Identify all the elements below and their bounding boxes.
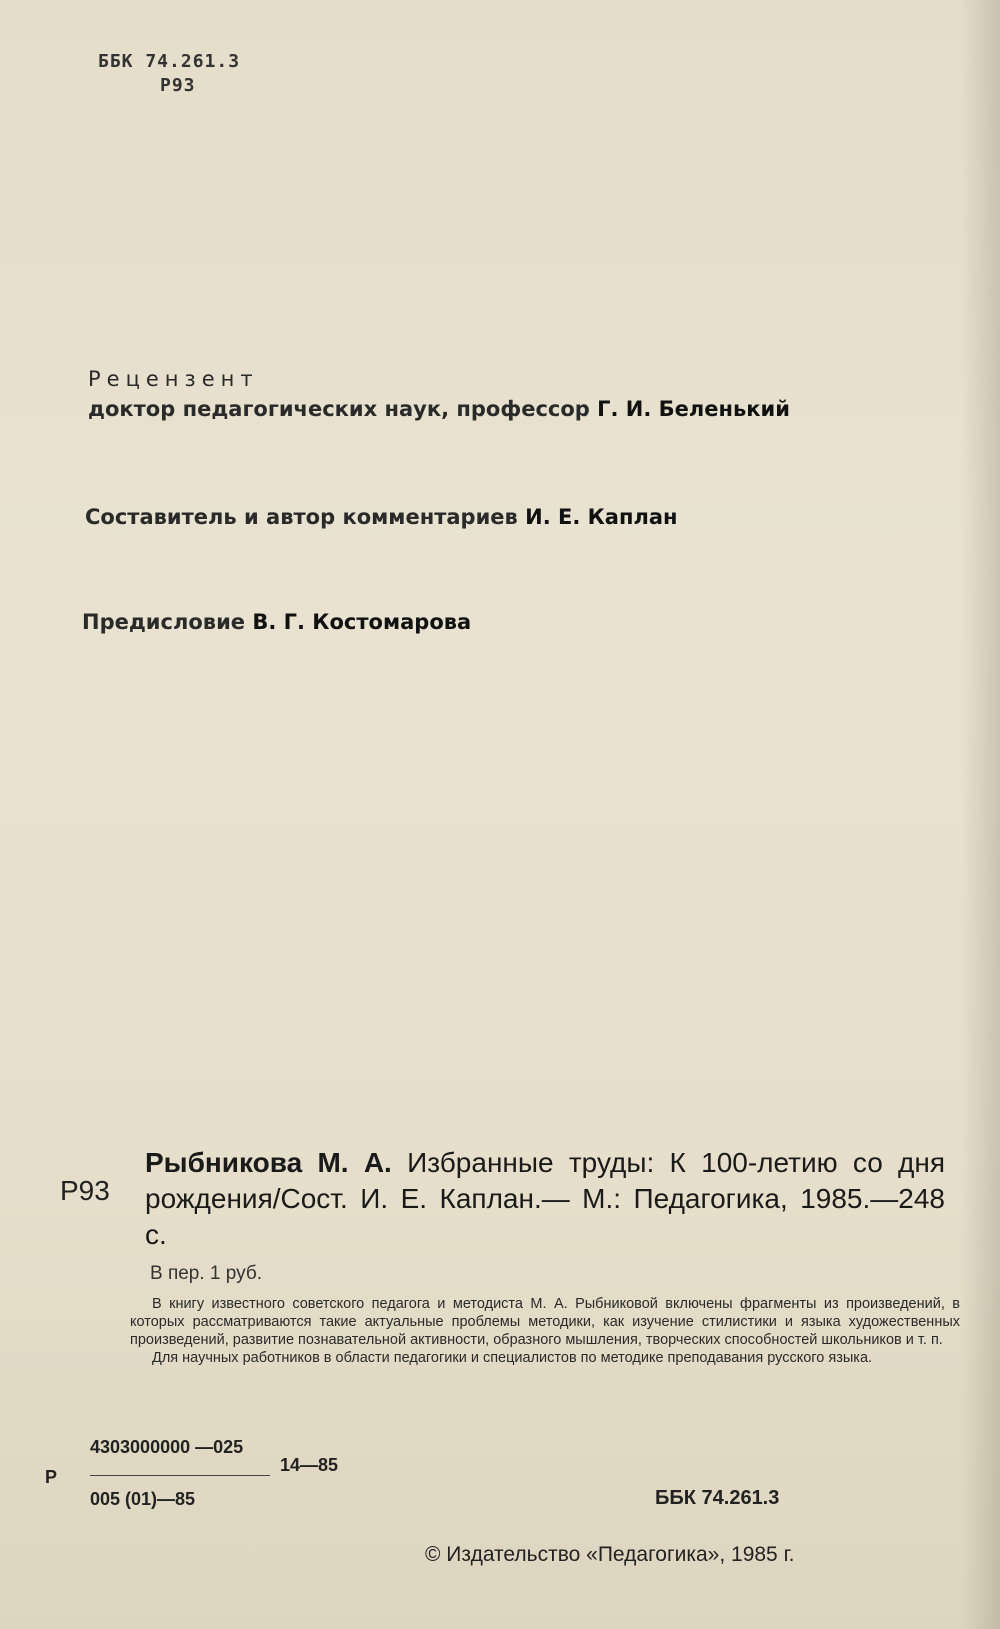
catalog-code-top: Р93 — [160, 75, 196, 96]
codes-divider — [90, 1475, 270, 1476]
reviewer-label: Рецензент — [88, 367, 259, 391]
codes-line-3: 005 (01)—85 — [90, 1489, 196, 1509]
preface-name: В. Г. Костомарова — [252, 610, 472, 634]
classification-block — [98, 50, 240, 98]
compiler-name: И. Е. Каплан — [525, 505, 678, 529]
codes-letter: Р — [45, 1467, 58, 1487]
catalog-code: Р93 — [60, 1175, 110, 1206]
preface-line — [82, 610, 471, 634]
summary-paragraph: В книгу известного советского педагога и методиста М. А. Рыбниковой включены фрагменты из произведений, в которых рассматриваются такие актуальные проблемы методики, как изучение стилистики и языка художественных произведений, развитие познавательной активности, образного мышления, творческих способностей школьников и т. п. — [130, 1296, 960, 1348]
compiler-description: Составитель и автор комментариев — [85, 505, 518, 529]
compiler-line — [85, 505, 678, 529]
reviewer-name: Г. И. Беленький — [597, 397, 790, 421]
bbk-code-top: ББК 74.261.3 — [98, 51, 241, 72]
entry-title: Избранные труды: К 100-летию со дня рождения/Сост. И. Е. Каплан.— М.: Педагогика, 1985.—248 с. — [145, 1147, 946, 1250]
bibliographic-entry — [145, 1145, 945, 1253]
preface-description: Предисловие — [82, 610, 246, 634]
annotation-summary — [130, 1295, 960, 1367]
codes-line-2: 14—85 — [280, 1455, 339, 1475]
audience-paragraph: Для научных работников в области педагогики и специалистов по методике преподавания русского языка. — [152, 1350, 873, 1366]
page-shadow — [960, 0, 1000, 1629]
entry-author: Рыбникова М. А. — [145, 1147, 392, 1178]
reviewer-description: доктор педагогических наук, профессор — [88, 397, 590, 421]
price-line: В пер. 1 руб. — [150, 1263, 263, 1284]
codes-line-1: 4303000000 —025 — [90, 1437, 244, 1457]
reviewer-line — [88, 397, 790, 421]
copyright-notice: © Издательство «Педагогика», 1985 г. — [425, 1543, 795, 1566]
bbk-code-bottom: ББК 74.261.3 — [655, 1487, 780, 1509]
